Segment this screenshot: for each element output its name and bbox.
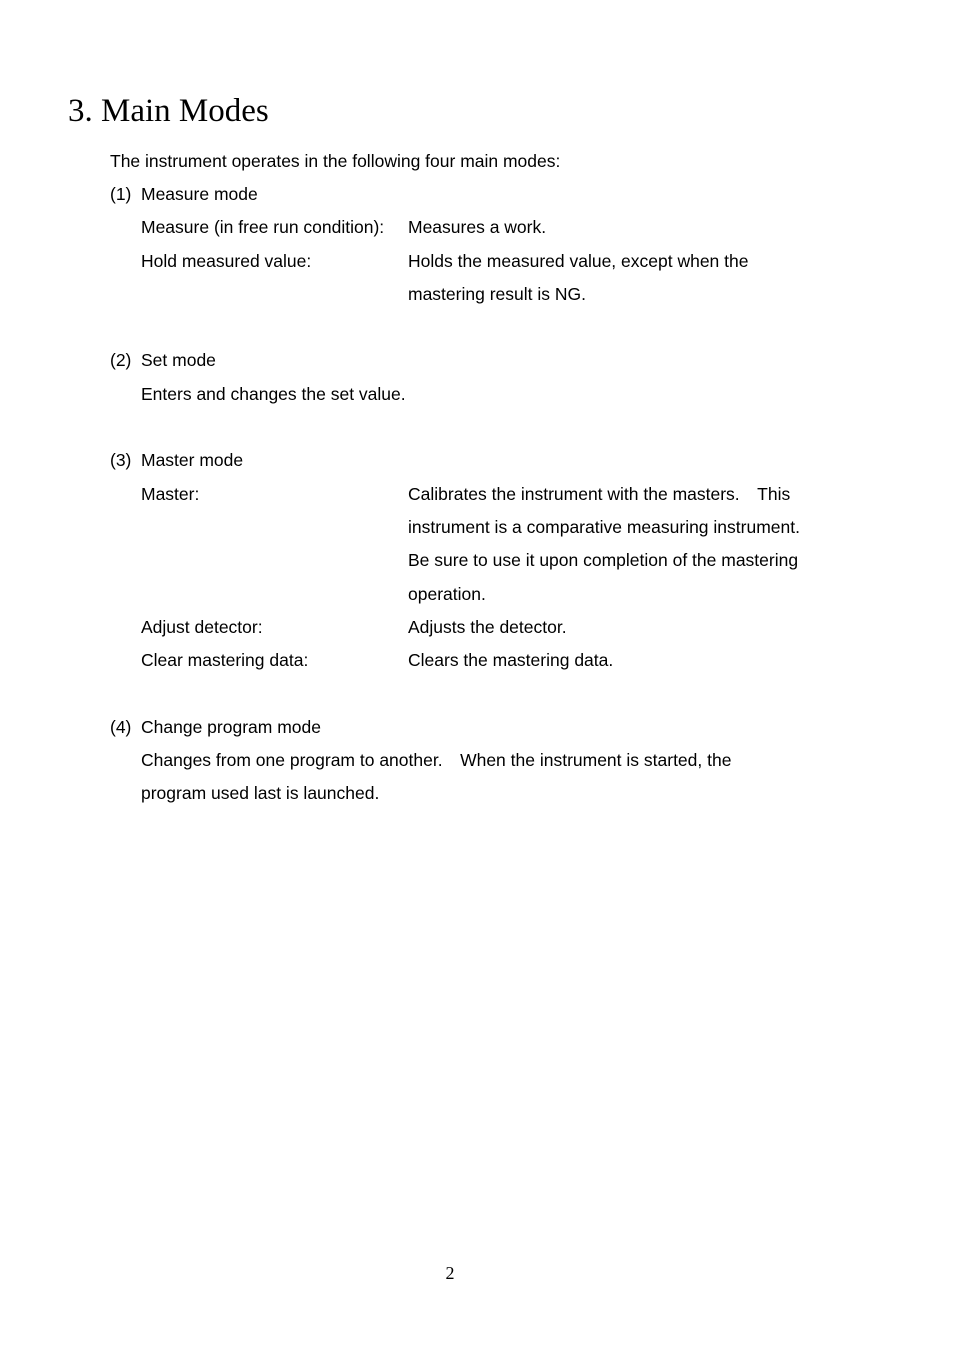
description-line: Adjusts the detector. bbox=[408, 616, 567, 637]
function-row bbox=[141, 611, 890, 644]
mode-description bbox=[141, 211, 890, 311]
function-term: Hold measured value: bbox=[141, 250, 312, 271]
function-description bbox=[408, 611, 838, 644]
mode-description bbox=[141, 478, 890, 678]
function-term: Measure (in free run condition): bbox=[141, 217, 385, 238]
mode-title: Master mode bbox=[141, 450, 244, 471]
mode-title: Measure mode bbox=[141, 184, 258, 204]
mode-number: (1) bbox=[110, 184, 132, 204]
mode-section bbox=[110, 711, 890, 811]
mode-number: (4) bbox=[110, 716, 132, 737]
mode-number: (2) bbox=[110, 350, 132, 371]
function-row bbox=[141, 644, 890, 677]
description-line: Calibrates the instrument with the masters. This bbox=[408, 483, 791, 504]
description-line: Holds the measured value, except when the bbox=[408, 250, 749, 271]
mode-title: Set mode bbox=[141, 350, 216, 371]
page-title: 3. Main Modes bbox=[68, 93, 269, 129]
function-description bbox=[408, 245, 838, 312]
mode-title: Change program mode bbox=[141, 716, 321, 737]
body-line: Changes from one program to another. When the instrument is started, the bbox=[141, 750, 732, 771]
description-line: operation. bbox=[408, 583, 486, 604]
description-line: instrument is a comparative measuring instrument. bbox=[408, 516, 800, 537]
mode-description bbox=[141, 378, 890, 411]
mode-description bbox=[141, 744, 890, 811]
function-description bbox=[408, 211, 838, 244]
mode-heading bbox=[110, 444, 890, 477]
description-line: Measures a work. bbox=[408, 217, 547, 238]
mode-heading bbox=[110, 178, 890, 211]
function-term: Adjust detector: bbox=[141, 616, 263, 637]
body-line: Enters and changes the set value. bbox=[141, 383, 406, 404]
function-row bbox=[141, 211, 890, 244]
mode-section bbox=[110, 344, 890, 411]
intro-text: The instrument operates in the following four main modes: bbox=[110, 151, 561, 171]
mode-heading bbox=[110, 711, 890, 744]
function-description bbox=[408, 644, 838, 677]
page-number: 2 bbox=[445, 1263, 455, 1283]
mode-section bbox=[110, 178, 890, 311]
function-description bbox=[408, 478, 838, 611]
function-row bbox=[141, 478, 890, 611]
description-line: mastering result is NG. bbox=[408, 283, 586, 304]
function-term: Master: bbox=[141, 483, 200, 504]
body-line: program used last is launched. bbox=[141, 783, 380, 804]
mode-heading bbox=[110, 344, 890, 377]
mode-number: (3) bbox=[110, 450, 132, 471]
function-term: Clear mastering data: bbox=[141, 650, 309, 671]
mode-section bbox=[110, 444, 890, 677]
mode-list bbox=[110, 178, 890, 811]
function-row bbox=[141, 245, 890, 312]
description-line: Clears the mastering data. bbox=[408, 650, 614, 671]
description-line: Be sure to use it upon completion of the mastering bbox=[408, 550, 799, 571]
